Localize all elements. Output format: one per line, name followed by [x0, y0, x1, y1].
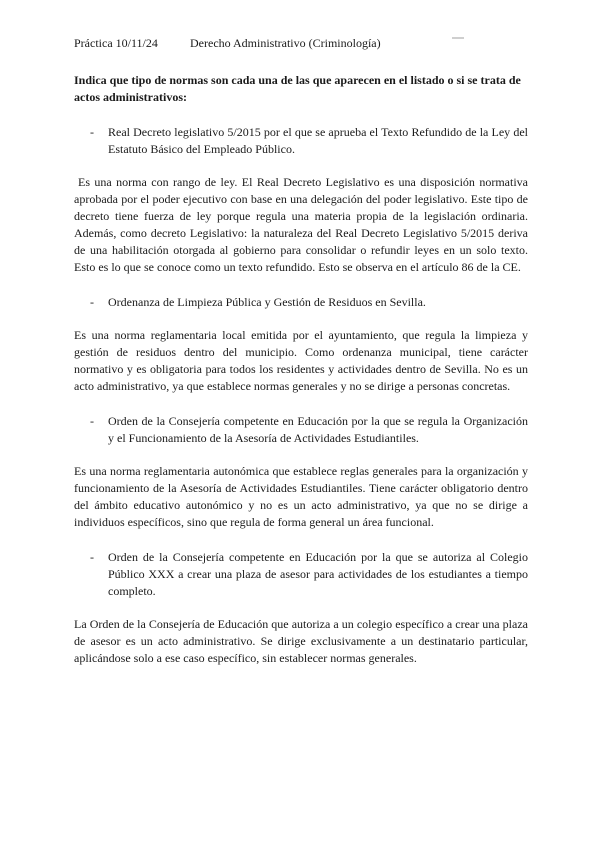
header-subject: Derecho Administrativo (Criminología)	[190, 36, 381, 50]
list-item-text: Orden de la Consejería competente en Educación por la que se regula la Organización y el Funcionamiento de la Asesoría de Actividades Estudiantiles.	[108, 414, 528, 445]
question-heading: Indica que tipo de normas son cada una de las que aparecen en el listado o si se trata de actos administrativos:	[74, 73, 521, 104]
list-item-1	[74, 124, 528, 158]
answer-paragraph-3: Es una norma reglamentaria autonómica que establece reglas generales para la organización y funcionamiento de la Asesoría de Actividades Estudiantiles. Tiene carácter obligatorio dentro del ámbito educativo autonómico y no es un acto administrativo, ya que no se dirige a individuos específicos, sino que regula de forma general un área funcional.	[74, 464, 528, 529]
list-item-3	[74, 413, 528, 447]
bullet-dash: -	[90, 550, 94, 564]
bullet-dash: -	[90, 125, 94, 139]
list-item-4	[74, 549, 528, 600]
answer-paragraph-1: Es una norma con rango de ley. El Real Decreto Legislativo es una disposición normativa aprobada por el poder ejecutivo con base en una delegación del poder legislativo. Este tipo de decreto tiene fuerza de ley porque regula una materia propia de la legislación ordinaria. Además, como decreto Legislativo: la naturaleza del Real Decreto Legislativo 5/2015 deriva de una habilitación otorgada al gobierno para consolidar o refundir leyes en un solo texto. Esto es lo que se conoce como un texto refundido. Esto se observa en el artículo 86 de la CE.	[74, 175, 528, 274]
list-item-text: Real Decreto legislativo 5/2015 por el que se aprueba el Texto Refundido de la Ley del Estatuto Básico del Empleado Público.	[108, 125, 528, 156]
header-date: Práctica 10/11/24	[74, 36, 158, 50]
answer-paragraph-2: Es una norma reglamentaria local emitida por el ayuntamiento, que regula la limpieza y gestión de residuos dentro del municipio. Como ordenanza municipal, tiene carácter normativo y es obligatoria para todos los residentes y actividades dentro de Sevilla. No es un acto administrativo, ya que establece normas generales y no se dirige a personas concretas.	[74, 328, 528, 393]
list-item-text: Orden de la Consejería competente en Educación por la que se autoriza al Colegio Público XXX a crear una plaza de asesor para actividades de los estudiantes a tiempo completo.	[108, 550, 528, 598]
list-item-2	[74, 294, 528, 311]
answer-paragraph-4: La Orden de la Consejería de Educación que autoriza a un colegio específico a crear una plaza de asesor es un acto administrativo. Se dirige exclusivamente a un destinatario particular, aplicándose solo a ese caso específico, sin establecer normas generales.	[74, 617, 528, 665]
list-item-text: Ordenanza de Limpieza Pública y Gestión de Residuos en Sevilla.	[108, 295, 426, 309]
bullet-dash: -	[90, 414, 94, 428]
header-mark	[452, 37, 464, 39]
bullet-dash: -	[90, 295, 94, 309]
